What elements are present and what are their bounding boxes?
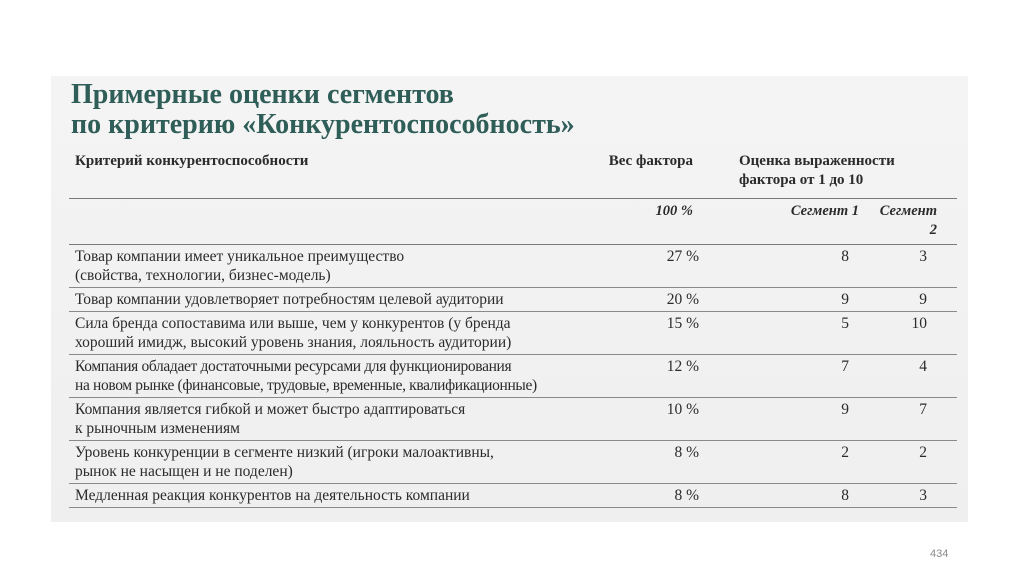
criterion-line-2: (свойства, технологии, бизнес-модель) — [75, 267, 331, 284]
table-row — [69, 441, 957, 484]
header-weight: Вес фактора — [608, 153, 693, 169]
segment-1-cell: 8 — [841, 487, 849, 504]
table-row — [69, 355, 957, 398]
criterion-line-2: к рыночным изменениям — [75, 420, 240, 437]
segment-1-cell: 2 — [841, 444, 849, 461]
subheader-segment-1: Сегмент 1 — [790, 203, 859, 219]
criterion-line-2: рынок не насыщен и не поделен) — [75, 463, 293, 480]
criterion-cell — [69, 245, 591, 288]
segment-2-cell: 3 — [919, 248, 927, 265]
criterion-line-1: Медленная реакция конкурентов на деятельность компании — [75, 487, 470, 504]
table-row — [69, 398, 957, 441]
table-row — [69, 484, 957, 508]
segment-1-cell: 9 — [841, 291, 849, 308]
criterion-line-1: Компания является гибкой и может быстро адаптироваться — [75, 401, 466, 418]
criterion-cell — [69, 355, 591, 398]
slide-title — [71, 80, 575, 140]
weight-cell: 8 % — [674, 444, 699, 461]
segment-2-cell: 2 — [919, 444, 927, 461]
segment-1-cell: 8 — [841, 248, 849, 265]
header-evaluation-line-2: фактора от 1 до 10 — [739, 172, 864, 188]
table-row — [69, 288, 957, 312]
weight-cell: 15 % — [666, 315, 699, 332]
title-line-1: Примерные оценки сегментов — [71, 79, 454, 110]
segment-1-cell: 9 — [841, 401, 849, 418]
title-line-2: по критерию «Конкурентоспособность» — [71, 109, 575, 140]
table-row — [69, 312, 957, 355]
segment-2-cell: 7 — [919, 401, 927, 418]
segment-2-cell: 3 — [919, 487, 927, 504]
criterion-line-2: на новом рынке (финансовые, трудовые, временные, квалификационные) — [75, 377, 537, 394]
criterion-line-1: Товар компании удовлетворяет потребностям целевой аудитории — [75, 291, 504, 308]
segment-1-cell: 5 — [841, 315, 849, 332]
criterion-line-1: Компания обладает достаточными ресурсами для функционирования — [75, 358, 512, 375]
page-number: 434 — [930, 548, 949, 560]
weight-cell: 8 % — [674, 487, 699, 504]
competitiveness-table — [69, 150, 957, 508]
criterion-line-1: Товар компании имеет уникальное преимущество — [75, 248, 405, 265]
criterion-line-2: хороший имидж, высокий уровень знания, лояльность аудитории) — [75, 334, 512, 351]
subheader-empty — [69, 199, 591, 245]
slide — [51, 76, 968, 522]
weight-cell: 12 % — [666, 358, 699, 375]
header-evaluation-line-1: Оценка выраженности — [739, 153, 895, 169]
criterion-cell — [69, 288, 591, 312]
subheader-weight-total: 100 % — [655, 203, 693, 219]
segment-2-cell: 4 — [919, 358, 927, 375]
subheader-segment-2: Сегмент 2 — [879, 203, 937, 238]
table-row — [69, 245, 957, 288]
criterion-line-1: Сила бренда сопоставима или выше, чем у конкурентов (у бренда — [75, 315, 511, 332]
segment-2-cell: 9 — [919, 291, 927, 308]
segment-2-cell: 10 — [911, 315, 927, 332]
header-criterion: Критерий конкурентоспособности — [75, 153, 309, 169]
criterion-cell — [69, 484, 591, 508]
weight-cell: 10 % — [666, 401, 699, 418]
header-row — [69, 150, 957, 199]
criterion-cell — [69, 441, 591, 484]
criterion-line-1: Уровень конкуренции в сегменте низкий (игроки малоактивны, — [75, 444, 494, 461]
criterion-cell — [69, 398, 591, 441]
weight-cell: 27 % — [666, 248, 699, 265]
segment-1-cell: 7 — [841, 358, 849, 375]
header-evaluation — [713, 150, 957, 199]
criterion-cell — [69, 312, 591, 355]
subheader-row — [69, 199, 957, 245]
weight-cell: 20 % — [666, 291, 699, 308]
